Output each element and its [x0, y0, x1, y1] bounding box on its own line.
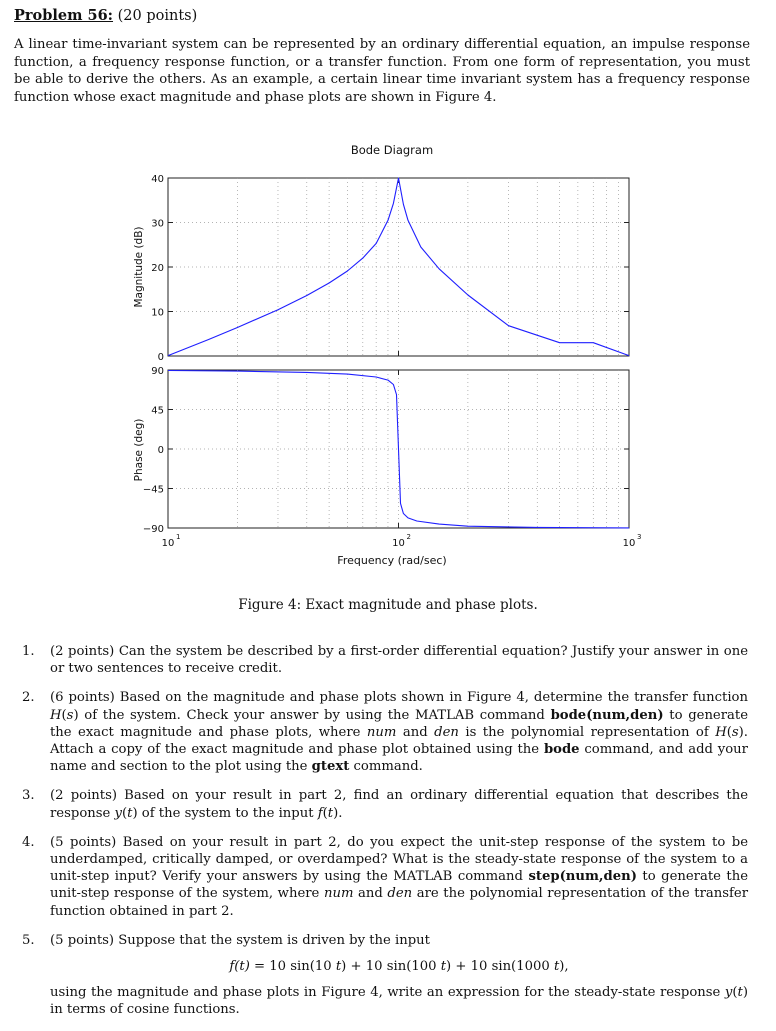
problem-points: (20 points) [117, 8, 198, 24]
question-number: 1. [22, 644, 35, 659]
y-tick-label: 90 [151, 366, 164, 377]
bode-diagram [0, 130, 776, 590]
input-equation: f(t) = 10 sin(10 t) + 10 sin(100 t) + 10 sin(1000 t), [229, 959, 569, 975]
question-number: 2. [22, 690, 35, 706]
question-2 [22, 689, 748, 775]
magnitude-plot [133, 174, 629, 363]
y-tick-label: 30 [151, 218, 164, 230]
question-number: 3. [22, 788, 35, 804]
x-tick-exponent: 3 [637, 533, 642, 541]
chart-title: Bode Diagram [350, 143, 434, 157]
y-tick-label: −90 [142, 524, 164, 535]
question-text: (6 points) Based on the magnitude and phase plots shown in Figure 4, determine the transfer function H(s) of the system. Check your answer by using the MATLAB command bode(num,den) to generate the exact magnitude and phase plots, where num and den is the polynomial representation of H(s). Attach a copy of the exact magnitude and phase plot obtained using the bode command, and add your name and section to the plot using the gtext command. [50, 690, 749, 775]
problem-heading [14, 7, 197, 24]
frequency-axis [162, 533, 642, 549]
x-tick-exponent: 2 [406, 533, 411, 541]
y-tick-label: 0 [157, 445, 164, 456]
question-text: (2 points) Based on your result in part 2, find an ordinary differential equation that describes the response y(t) of the system to the input f(t). [50, 788, 748, 821]
phase-plot [133, 366, 629, 535]
question-text: (5 points) Based on your result in part 2, do you expect the unit-step response of the system to be underdamped, critically damped, or overdamped? What is the steady-state response of the system to a unit-step input? Verify your answers by using the MATLAB command step(num,den) to generate the unit-step response of the system, where num and den are the polynomial representation of the transfer function obtained in part 2. [50, 834, 748, 919]
question-number: 5. [22, 932, 35, 948]
question-number: 4. [22, 834, 35, 850]
y-tick-label: 45 [151, 405, 164, 417]
question-list [22, 643, 748, 1031]
y-axis-label: Phase (deg) [133, 418, 145, 482]
question-4 [22, 834, 748, 920]
problem-number: Problem 56: [14, 7, 114, 24]
y-axis-label: Magnitude (dB) [133, 226, 145, 308]
figure-caption: Figure 4: Exact magnitude and phase plots. [238, 597, 538, 613]
x-tick-label: 10 [622, 538, 636, 549]
intro-paragraph: A linear time-invariant system can be represented by an ordinary differential equation, an impulse response function, a frequency response function, or a transfer function. From one form of representation, you must be able to derive the others. As an example, a certain linear time invariant system has a frequency response function whose exact magnitude and phase plots are shown in Figure 4. [14, 37, 750, 105]
y-tick-label: 40 [151, 174, 164, 185]
y-tick-label: 0 [157, 352, 164, 363]
question-5 [22, 932, 748, 1019]
x-tick-exponent: 1 [176, 533, 181, 541]
question-3 [22, 787, 748, 821]
x-axis-label: Frequency (rad/sec) [337, 554, 447, 567]
question-text: (2 points) Can the system be described by a first-order differential equation? Justify your answer in one or two sentences to receive credit. [50, 644, 748, 677]
y-tick-label: 10 [151, 307, 164, 319]
y-tick-label: −45 [142, 484, 164, 496]
question-text-continued: using the magnitude and phase plots in Figure 4, write an expression for the steady-state response y(t) in terms of cosine functions. [50, 985, 748, 1018]
x-tick-label: 10 [392, 538, 405, 549]
question-text: (5 points) Suppose that the system is driven by the input [50, 932, 430, 948]
question-1 [22, 643, 748, 677]
y-tick-label: 20 [151, 263, 164, 274]
x-tick-label: 10 [161, 538, 175, 549]
